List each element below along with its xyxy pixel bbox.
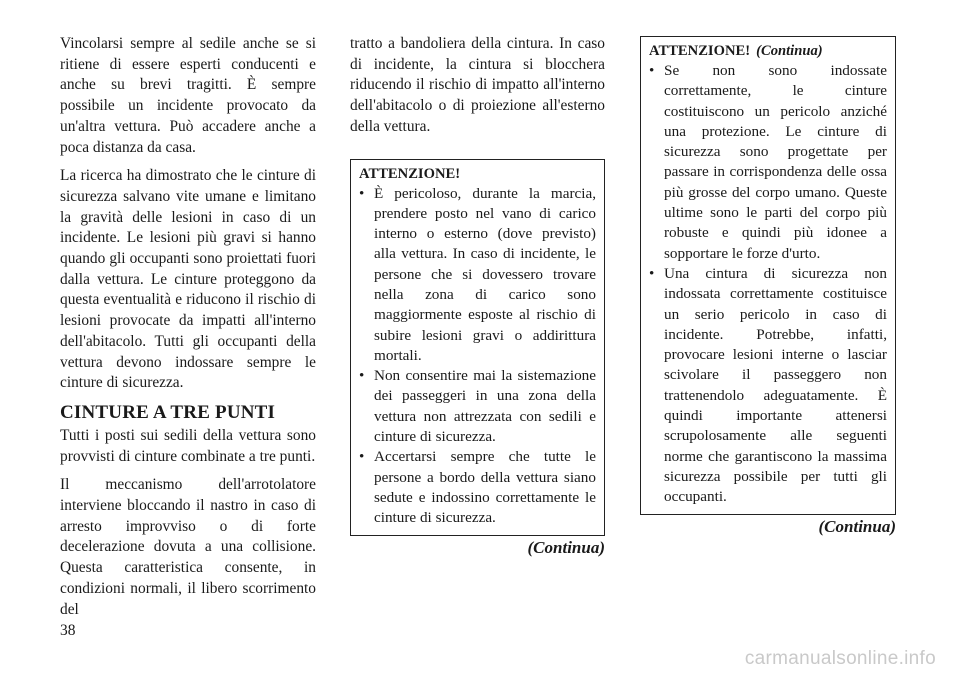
paragraph: tratto a bandoliera della cintura. In caso di incidente, la cintura si blocchera riducendo il rischio di impatto all'interno dell'abitacolo o di proiezione all'esterno della vettura.	[350, 35, 605, 135]
column-right	[640, 36, 896, 537]
warning-list	[649, 61, 887, 508]
continua-label: (Continua)	[818, 516, 896, 536]
continua-label: (Continua)	[527, 537, 605, 557]
warning-box-continued	[640, 36, 896, 515]
section-heading: CINTURE A TRE PUNTI	[60, 401, 276, 423]
column-left	[60, 34, 316, 628]
paragraph: Vincolarsi sempre al sedile anche se si ritiene di essere esperti conducenti e anche su brevi tragitti. È sempre possibile un incidente provocato da un'altra vettura. Può accadere anche a poca distanza da casa.	[60, 35, 316, 156]
page-number: 38	[60, 622, 76, 639]
warning-title: ATTENZIONE!	[359, 165, 461, 182]
warning-item: • Una cintura di sicurezza non indossata correttamente costituisce un serio pericolo in caso di incidente. Potrebbe, infatti, provocare lesioni interne o lasciar scivolare il passeggero non trattenendolo adeguatamente. È quindi importante attenersi scrupolosamente alle seguenti norme che garantiscono la massima sicurezza possibile per tutti gli occupanti.	[649, 264, 887, 508]
paragraph: Il meccanismo dell'arrotolatore interviene bloccando il nastro in caso di arresto improvviso o di forte decelerazione dovuta a una collisione. Questa caratteristica consente, in condizioni normali, il libero scorrimento del	[60, 476, 316, 618]
paragraph: Tutti i posti sui sedili della vettura sono provvisti di cinture combinate a tre punti.	[60, 426, 316, 465]
warning-list	[359, 184, 596, 529]
warning-item: • Non consentire mai la sistemazione dei passeggeri in una zona della vettura non attrezzata con sedili e cinture di sicurezza.	[359, 366, 596, 447]
column-middle	[350, 34, 605, 558]
watermark: carmanualsonline.info	[744, 648, 936, 669]
warning-box	[350, 159, 605, 536]
warning-item: • Accertarsi sempre che tutte le persone a bordo della vettura siano sedute e indossino correttamente le cinture di sicurezza.	[359, 447, 596, 528]
paragraph: La ricerca ha dimostrato che le cinture di sicurezza salvano vite umane e limitano la gravità delle lesioni in caso di un incidente. Le lesioni più gravi si hanno quando gli occupanti sono proiettati fuori dalla vettura. Le cinture proteggono da questa eventualità e riducono il rischio di lesioni provocate da impatti all'interno dell'abitacolo. Tutti gli occupanti della vettura devono indossare sempre le cinture di sicurezza.	[60, 167, 316, 392]
warning-title	[649, 42, 887, 61]
warning-item: • È pericoloso, durante la marcia, prendere posto nel vano di carico interno o esterno (dove previsto) alla vettura. In caso di incidente, le persone che si dovessero trovare nella zona di carico sono maggiormente esposte al rischio di subire lesioni gravi o addirittura mortali.	[359, 184, 596, 367]
warning-title-continua: (Continua)	[756, 43, 823, 59]
warning-title-text: ATTENZIONE!	[649, 43, 751, 59]
warning-item: • Se non sono indossate correttamente, le cinture costituiscono un pericolo anziché una protezione. Le cinture di sicurezza sono progettate per passare in corrispondenza delle ossa più grosse del corpo umano. Queste ultime sono le parti del corpo più robuste e quindi più idonee a sopportare le forze d'urto.	[649, 61, 887, 264]
